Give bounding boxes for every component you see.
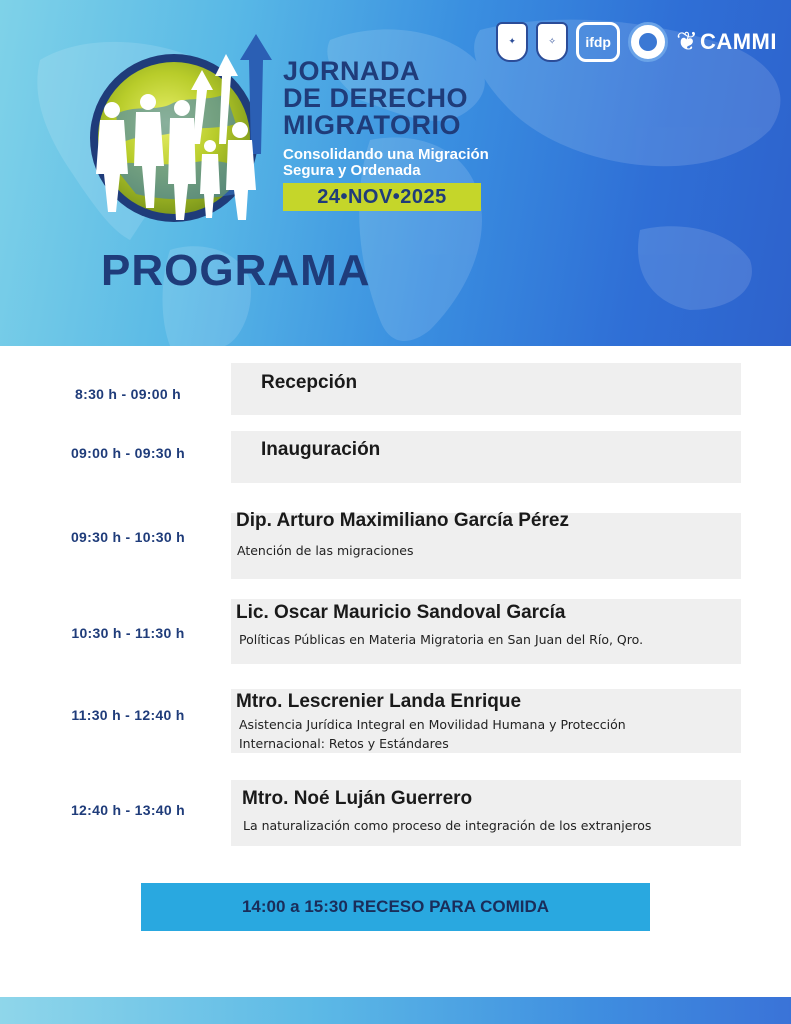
schedule-time-3: 09:30 h - 10:30 h (70, 529, 186, 545)
slot-description-3: Atención de las migraciones (237, 543, 414, 558)
cammi-logo (676, 29, 777, 55)
shield-logo-icon: ✦ (496, 22, 528, 62)
title-line-3: MIGRATORIO (283, 110, 461, 140)
slot-description-5-line-1: Asistencia Jurídica Integral en Movilidad Humana y Protección (239, 717, 626, 732)
slot-title-6: Mtro. Noé Luján Guerrero (242, 788, 473, 809)
slot-title-2: Inauguración (261, 439, 381, 460)
header-banner (0, 0, 791, 346)
schedule-time-6: 12:40 h - 13:40 h (70, 802, 186, 818)
schedule-slot-4 (231, 599, 741, 664)
title-line-1: JORNADA (283, 56, 421, 86)
cammi-logo-text: CAMMI (699, 29, 777, 54)
people-heart-icon: ❦ (676, 27, 698, 57)
slot-title-4: Lic. Oscar Mauricio Sandoval García (236, 602, 566, 623)
slot-title-3: Dip. Arturo Maximiliano García Pérez (236, 510, 569, 531)
schedule-time-1: 8:30 h - 09:00 h (75, 386, 181, 402)
event-date-badge: 24•NOV•2025 (283, 183, 481, 211)
title-line-2: DE DERECHO (283, 83, 469, 113)
schedule-slot-3 (231, 510, 741, 579)
subtitle-line-2: Segura y Ordenada (283, 162, 421, 179)
slot-description-5-line-2: Internacional: Retos y Estándares (239, 736, 449, 751)
schedule-time-4: 10:30 h - 11:30 h (71, 625, 185, 641)
subtitle-line-1: Consolidando una Migración (283, 146, 489, 163)
slot-title-5: Mtro. Lescrenier Landa Enrique (236, 691, 522, 712)
event-title-block (283, 58, 489, 211)
slot-description-6: La naturalización como proceso de integración de los extranjeros (243, 818, 652, 833)
lunch-break-banner: 14:00 a 15:30 RECESO PARA COMIDA (141, 883, 650, 931)
ifdp-logo: ifdp (576, 22, 620, 62)
partner-logos (496, 22, 777, 62)
slot-description-4: Políticas Públicas en Materia Migratoria en San Juan del Río, Qro. (239, 632, 644, 647)
event-emblem-logo (76, 34, 282, 226)
footer-gradient-bar (0, 997, 791, 1024)
schedule-slot-5 (231, 689, 741, 753)
schedule-time-5: 11:30 h - 12:40 h (71, 707, 185, 723)
schedule-time-2: 09:00 h - 09:30 h (70, 445, 186, 461)
schedule-slot-6 (231, 780, 741, 846)
schedule-slot-2 (231, 431, 741, 483)
round-seal-logo-icon (628, 22, 668, 62)
schedule-slot-1 (231, 363, 741, 415)
crest-logo-icon: ✧ (536, 22, 568, 62)
slot-title-1: Recepción (261, 372, 358, 393)
programa-heading: PROGRAMA (101, 246, 371, 295)
